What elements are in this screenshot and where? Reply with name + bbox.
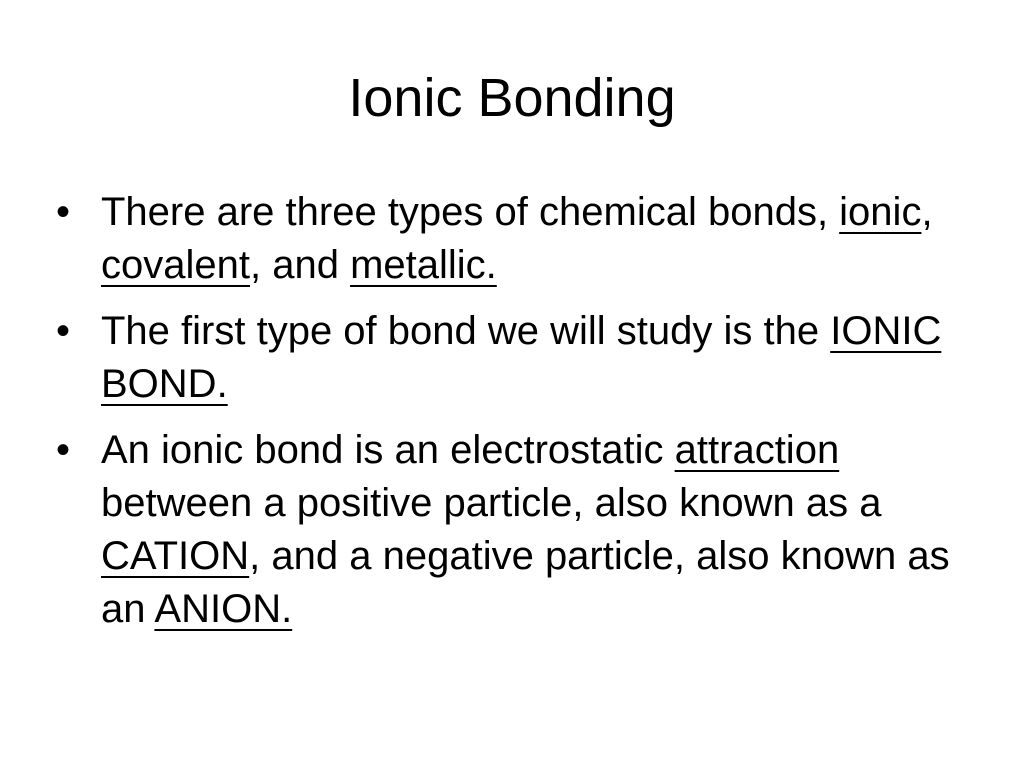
bullet-text: , xyxy=(921,190,933,234)
bullet-item-first-type xyxy=(56,305,968,411)
underlined-term-ionic: ionic xyxy=(839,190,922,234)
underlined-term-metallic: metallic. xyxy=(350,243,497,287)
bullet-dot-icon: • xyxy=(56,190,71,234)
bullet-text: between a positive particle, also known as a xyxy=(101,481,882,525)
underlined-term-anion: ANION. xyxy=(154,587,293,631)
underlined-term-covalent: covalent xyxy=(101,243,250,287)
bullet-text: There are three types of chemical bonds, xyxy=(101,190,840,234)
bullet-text: , and xyxy=(249,243,351,287)
bullet-item-ionic-bond-definition xyxy=(56,424,968,636)
underlined-term-attraction: attraction xyxy=(674,428,840,472)
bullet-item-chemical-bonds xyxy=(56,186,968,292)
bullet-text: An ionic bond is an electrostatic xyxy=(101,428,675,472)
bullet-list xyxy=(56,186,968,649)
bullet-dot-icon: • xyxy=(56,309,71,353)
bullet-dot-icon: • xyxy=(56,428,71,472)
bullet-text: , and a negative particle, also known as an xyxy=(101,534,950,631)
underlined-term-cation: CATION xyxy=(101,534,250,578)
slide-title: Ionic Bonding xyxy=(348,68,676,128)
bullet-text: The first type of bond we will study is the xyxy=(101,309,831,353)
underlined-term-ionic-bond: IONIC BOND. xyxy=(101,309,942,406)
